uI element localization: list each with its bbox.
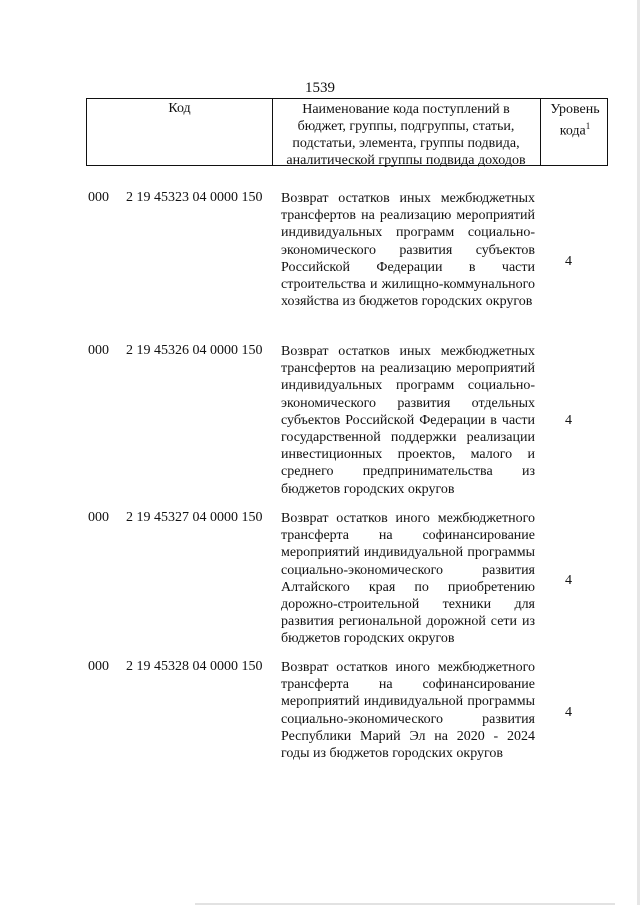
row-prefix: 000 <box>88 510 109 525</box>
row-description: Возврат остатков иного межбюджетного трансферта на софинансирование мероприятий индивидуальной программы социально-экономического развития Республики Марий Эл на 2020 - 2024 годы из бюджетов городских округов <box>281 660 535 762</box>
row-level: 4 <box>565 573 572 588</box>
row-code: 2 19 45328 04 0000 150 <box>126 659 263 674</box>
header-name: Наименование кода поступлений в бюджет, группы, подгруппы, статьи, подстатьи, элемента, группы подвида, аналитической группы подвида доходов <box>286 102 526 168</box>
row-description: Возврат остатков иных межбюджетных трансфертов на реализацию мероприятий индивидуальных программ социально-экономического развития субъектов Российской Федерации в части строительства и жилищно-коммунального хозяйства из бюджетов городских округов <box>281 191 535 310</box>
header-level: Уровень кода$^1$ <box>550 102 600 139</box>
row-code: 2 19 45326 04 0000 150 <box>126 343 263 358</box>
row-code: 2 19 45327 04 0000 150 <box>126 510 263 525</box>
footnote-marker: 1 <box>585 121 591 131</box>
row-description: Возврат остатков иных межбюджетных трансфертов на реализацию мероприятий индивидуальных программ социально-экономического развития отдельных субъектов Российской Федерации в части государственной поддержки реализации инвестиционных проектов, малого и среднего предпринимательства из бюджетов городских округов <box>281 344 535 497</box>
row-prefix: 000 <box>88 343 109 358</box>
row-level: 4 <box>565 413 572 428</box>
row-prefix: 000 <box>88 190 109 205</box>
row-code: 2 19 45323 04 0000 150 <box>126 190 263 205</box>
row-description: Возврат остатков иного межбюджетного трансферта на софинансирование мероприятий индивидуальной программы социально-экономического развития Алтайского края по приобретению дорожно-строительной техники для развития региональной дорожной сети из бюджетов городских округов <box>281 511 535 647</box>
row-prefix: 000 <box>88 659 109 674</box>
row-level: 4 <box>565 705 572 720</box>
header-code: Код <box>168 101 191 116</box>
page-number: 1539 <box>305 80 335 96</box>
row-level: 4 <box>565 254 572 269</box>
table-header <box>86 98 608 166</box>
